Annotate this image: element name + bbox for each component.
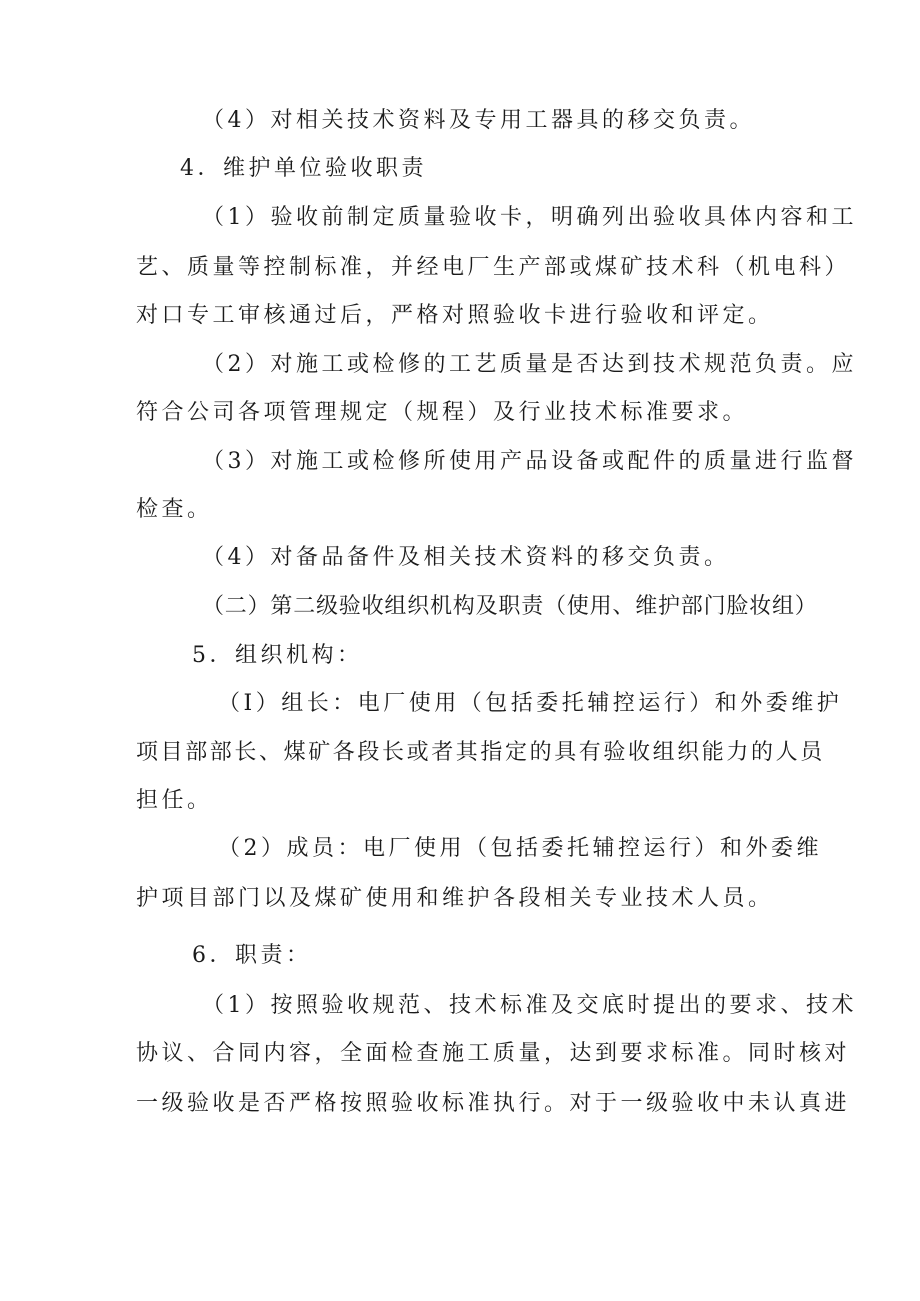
text-line-14: 项目部部长、煤矿各段长或者其指定的具有验收组织能力的人员	[136, 740, 825, 765]
text-line-1: （4）对相关技术资料及专用工器具的移交负责。	[202, 108, 755, 133]
text-line-19: （1）按照验收规范、技术标准及交底时提出的要求、技术	[202, 993, 857, 1018]
text-line-3: （1）验收前制定质量验收卡，明确列出验收具体内容和工	[202, 205, 857, 230]
section-heading-2: （二）第二级验收组织机构及职责（使用、维护部门脸妆组）	[202, 594, 818, 619]
section-heading-5: 5．组织机构：	[192, 643, 363, 668]
text-line-6: （2）对施工或检修的工艺质量是否达到技术规范负责。应	[202, 352, 857, 377]
text-line-17: 护项目部门以及煤矿使用和维护各段相关专业技术人员。	[136, 886, 774, 911]
text-line-16: （2）成员：电厂使用（包括委托辅控运行）和外委维	[218, 836, 822, 861]
section-heading-6: 6．职责：	[192, 943, 312, 968]
section-heading-4: 4．维护单位验收职责	[180, 156, 427, 181]
text-line-7: 符合公司各项管理规定（规程）及行业技术标准要求。	[136, 400, 749, 425]
text-line-20: 协议、合同内容，全面检查施工质量，达到要求标准。同时核对	[136, 1041, 851, 1066]
text-line-10: （4）对备品备件及相关技术资料的移交负责。	[202, 545, 730, 570]
text-line-15: 担任。	[136, 788, 213, 813]
text-line-5: 对口专工审核通过后，严格对照验收卡进行验收和评定。	[136, 303, 774, 328]
text-line-8: （3）对施工或检修所使用产品设备或配件的质量进行监督	[202, 449, 857, 474]
text-line-13: （I）组长：电厂使用（包括委托辅控运行）和外委维护	[218, 691, 843, 716]
text-line-4: 艺、质量等控制标准，并经电厂生产部或煤矿技术科（机电科）	[136, 255, 851, 280]
text-line-9: 检查。	[136, 497, 213, 522]
text-line-21: 一级验收是否严格按照验收标准执行。对于一级验收中未认真进	[136, 1091, 851, 1116]
